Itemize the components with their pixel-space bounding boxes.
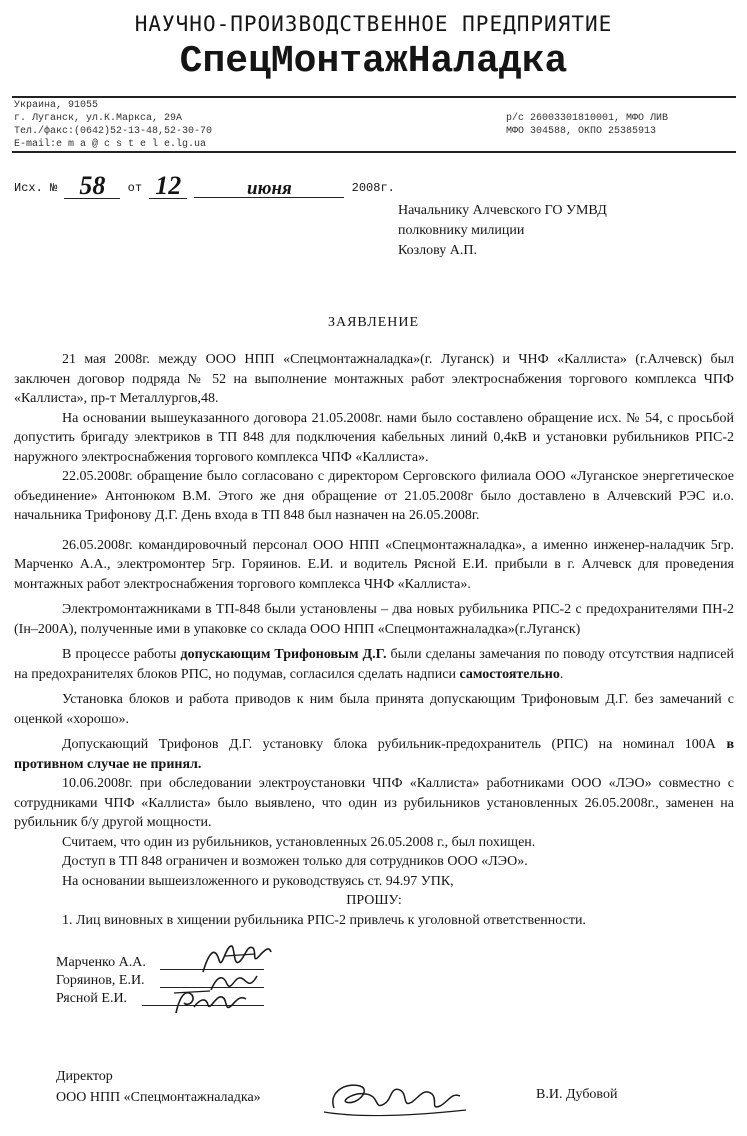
paragraph: Электромонтажниками в ТП-848 были установлены – два новых рубильника РПС-2 с предохранителями ПН-2 (Iн–200А), полученные ими в упаковке со склада ООО НПП «Спецмонтажналадка»(г.Луганск): [14, 602, 734, 637]
paragraph: Считаем, что один из рубильников, установленных 26.05.2008 г., был похищен.: [62, 834, 536, 850]
recipient-line: полковнику милиции: [398, 223, 525, 238]
header-rule-bottom: [12, 151, 736, 153]
paragraph: 21 мая 2008г. между ООО НПП «Спецмонтажналадка»(г. Луганск) и ЧНФ «Каллиста» (г.Алчевск) был заключен договор подряда № 52 на выполнение монтажных работ электроснабжения торгового комплекса ЧПФ «Каллиста», пр-т Металлургов,48.: [14, 352, 734, 406]
emphasis-text: допускающим Трифоновым Д.Г.: [180, 647, 387, 662]
paragraph-text: .: [559, 666, 564, 682]
organization-type: НАУЧНО-ПРОИЗВОДСТВЕННОЕ ПРЕДПРИЯТИЕ: [134, 12, 613, 36]
paragraph: [14, 645, 734, 684]
paragraph: Установка блоков и работа приводов к ним была принята допускающим Трифоновым Д.Г. без замечаний с оценкой «хорошо».: [14, 692, 734, 727]
request-heading: ПРОШУ:: [346, 893, 402, 908]
document-title: ЗАЯВЛЕНИЕ: [327, 315, 420, 330]
outgoing-reference: [14, 168, 395, 199]
statement-body: [14, 350, 734, 930]
director-title: Директор: [56, 1069, 113, 1084]
paragraph-text: Допускающий Трифонов Д.Г. установку блока рубильник-предохранитель (РПС) на номинал 100А: [62, 737, 727, 752]
signatory-name: Марченко А.А.: [56, 955, 146, 970]
paragraph: На основании вышеизложенного и руководствуясь ст. 94.97 УПК,: [62, 873, 454, 889]
emphasis-text: самостоятельно: [459, 666, 560, 682]
emphasis-text: в противном случае не принял.: [14, 737, 734, 772]
director-name: В.И. Дубовой: [536, 1087, 618, 1102]
paragraph: [14, 735, 734, 774]
signatory-name: Горяинов, Е.И.: [56, 973, 145, 988]
address-line: Тел./факс:(0642)52-13-48,52-30-70: [14, 126, 213, 137]
request-item: 1. Лиц виновных в хищении рубильника РПС-2 привлечь к уголовной ответственности.: [62, 912, 586, 928]
address-line: г. Луганск, ул.К.Маркса, 29А: [14, 113, 183, 124]
bank-line: МФО 304588, ОКПО 25385913: [506, 126, 657, 137]
signatory-name: Рясной Е.И.: [56, 991, 128, 1006]
reference-year: 2008г.: [351, 181, 395, 195]
paragraph: 22.05.2008г. обращение было согласовано с директором Серговского филиала ООО «Луганское энергетическое объединение» Антонюком В.М. Этого же дня обращение от 21.05.2008г было доставлено в Алчевский РЭС и.о. начальника Трифонову Д.Г. День входа в ТП 848 был назначен на 26.05.2008г.: [14, 469, 734, 523]
header-rule-top: [12, 96, 736, 98]
reference-from-label: от: [127, 181, 143, 195]
paragraph-text: были сделаны замечания по поводу отсутствия надписей на предохранителях блоков РПС, но подумав, согласился сделать надписи: [14, 647, 734, 682]
bank-line: р/с 26003301810001, МФО ЛИВ: [506, 113, 669, 124]
reference-number: 58: [79, 171, 106, 200]
address-block-left: [14, 99, 212, 151]
address-line: E-mail:e m a @ c s t e l e.lg.ua: [14, 139, 207, 150]
paragraph: 26.05.2008г. командировочный персонал ООО НПП «Спецмонтажналадка», а именно инженер-наладчик 5гр. Марченко А.А., электромонтер 5гр. Горяинов. Е.И. и водитель Рясной Е.И. прибыли в г. Алчевск для проведения монтажных работ электроснабжения торгового комплекса ЧНФ «Каллиста».: [14, 537, 734, 592]
recipient-line: Козлову А.П.: [398, 243, 478, 258]
organization-name: СпецМонтажНаладка: [179, 40, 568, 83]
address-line: Украина, 91055: [14, 100, 99, 111]
paragraph: На основании вышеуказанного договора 21.05.2008г. нами было составлено обращение исх. № 54, с просьбой допустить бригаду электриков в ТП 848 для подключения кабельных линий 0,4кВ и установки рубильников РПС-2 наружного электроснабжения торгового комплекса ЧПФ «Каллиста».: [14, 410, 734, 465]
handwritten-signature-director: [320, 1072, 470, 1122]
paragraph-text: В процессе работы: [62, 647, 181, 662]
recipient-line: Начальнику Алчевского ГО УМВД: [398, 203, 607, 218]
reference-prefix: Исх. №: [14, 181, 58, 195]
reference-day: 12: [155, 171, 182, 200]
paragraph: Доступ в ТП 848 ограничен и возможен только для сотрудников ООО «ЛЭО».: [62, 854, 528, 869]
handwritten-signature-ryasnoy: [170, 985, 250, 1019]
bank-details-block: [506, 112, 668, 138]
director-organization: ООО НПП «Спецмонтажналадка»: [56, 1090, 261, 1105]
reference-month: июня: [247, 178, 292, 199]
paragraph: 10.06.2008г. при обследовании электроустановки ЧПФ «Каллиста» работниками ООО «ЛЭО» совместно с сотрудниками ЧПФ «Каллиста» было выявлено, что один из рубильников установленных 26.05.2008г., заменен на рубильник б/у другой мощности.: [14, 776, 734, 830]
